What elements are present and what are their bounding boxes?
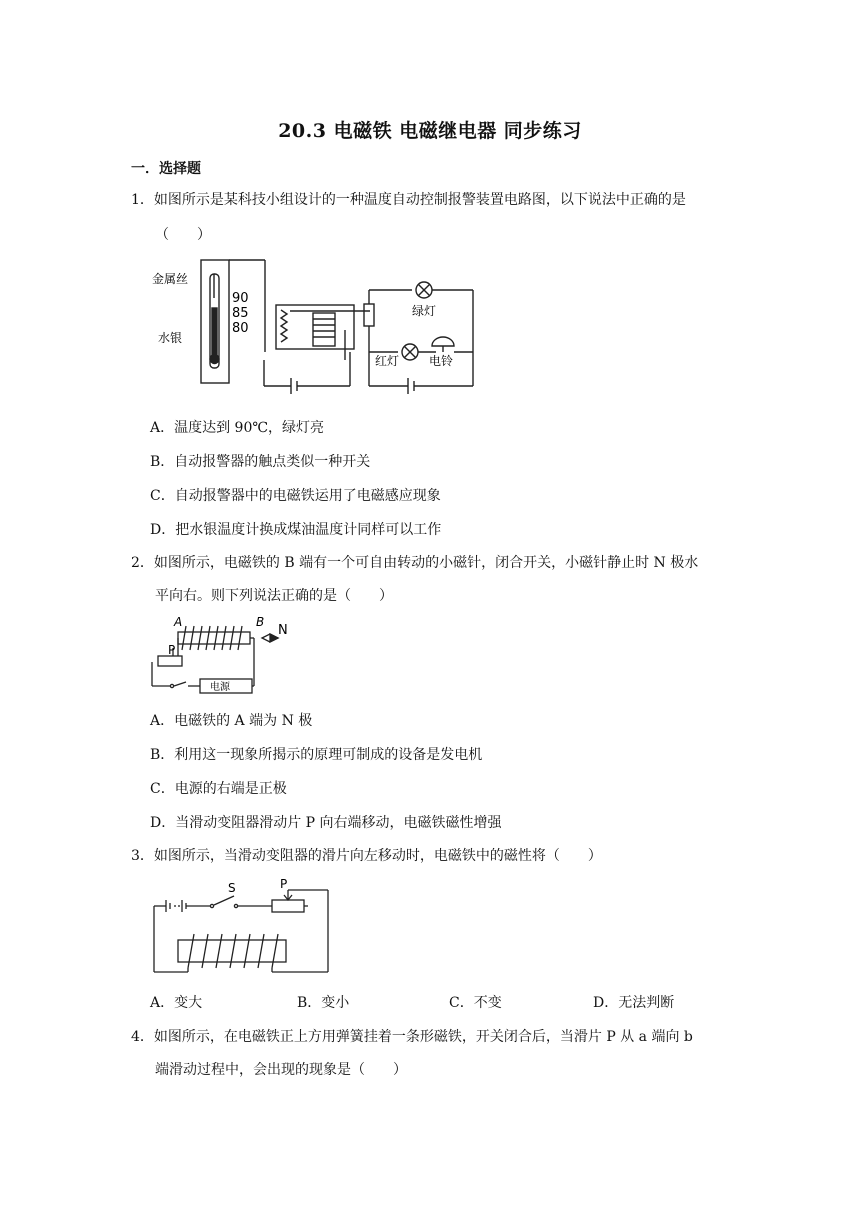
label-90: 90 xyxy=(232,291,249,306)
question-1-figure xyxy=(140,250,485,395)
question-3-stem: 3．如图所示，当滑动变阻器的滑片向左移动时，电磁铁中的磁性将（ ） xyxy=(131,848,602,864)
label-metal-wire: 金属丝 xyxy=(152,272,189,286)
question-4-stem-cont: 端滑动过程中，会出现的现象是（ ） xyxy=(155,1062,407,1078)
q1-option-c: C．自动报警器中的电磁铁运用了电磁感应现象 xyxy=(150,488,441,504)
q2-option-c: C．电源的右端是正极 xyxy=(150,781,287,797)
q3-options-row xyxy=(0,992,860,1012)
q2-option-b: B．利用这一现象所揭示的原理可制成的设备是发电机 xyxy=(150,747,483,763)
label-end-b: B xyxy=(256,615,265,629)
label-80: 80 xyxy=(232,321,249,336)
label-mercury: 水银 xyxy=(158,331,183,345)
question-2-figure xyxy=(148,612,298,698)
q1-option-b: B．自动报警器的触点类似一种开关 xyxy=(150,454,371,470)
q3-option-d: D．无法判断 xyxy=(593,995,675,1011)
label-switch-s: S xyxy=(228,881,236,895)
question-3-figure xyxy=(148,876,333,981)
label-green-light: 绿灯 xyxy=(412,304,437,318)
rheostat xyxy=(272,900,304,912)
page-title: 20.3 电磁铁 电磁继电器 同步练习 xyxy=(278,120,582,142)
q2-option-d: D．当滑动变阻器滑动片 P 向右端移动，电磁铁磁性增强 xyxy=(150,815,502,831)
label-power-source: 电源 xyxy=(210,682,230,693)
question-2-stem: 2．如图所示，电磁铁的 B 端有一个可自由转动的小磁针，闭合开关，小磁针静止时 N 极水 xyxy=(131,555,699,571)
label-bell: 电铃 xyxy=(429,354,454,368)
label-north: N xyxy=(278,623,288,638)
label-end-a: A xyxy=(174,615,183,629)
q3-option-b: B．变小 xyxy=(297,995,350,1011)
q3-option-a: A．变大 xyxy=(150,995,203,1011)
label-slider-p: P xyxy=(168,643,176,657)
question-1-stem: 1．如图所示是某科技小组设计的一种温度自动控制报警装置电路图，以下说法中正确的是 xyxy=(131,192,686,208)
section-heading: 一．选择题 xyxy=(131,161,201,177)
label-85: 85 xyxy=(232,306,249,321)
question-4-stem: 4．如图所示，在电磁铁正上方用弹簧挂着一条形磁铁，开关闭合后，当滑片 P 从 a 端向 b xyxy=(131,1029,693,1045)
q1-option-d: D．把水银温度计换成煤油温度计同样可以工作 xyxy=(150,522,442,538)
q1-option-a: A．温度达到 90℃，绿灯亮 xyxy=(150,420,325,436)
q2-option-a: A．电磁铁的 A 端为 N 极 xyxy=(150,713,313,729)
label-slider-p: P xyxy=(280,877,288,891)
question-1-paren: （ ） xyxy=(155,227,211,243)
q3-option-c: C．不变 xyxy=(449,995,502,1011)
question-2-stem-cont: 平向右。则下列说法正确的是（ ） xyxy=(155,588,393,604)
label-red-light: 红灯 xyxy=(375,354,400,368)
